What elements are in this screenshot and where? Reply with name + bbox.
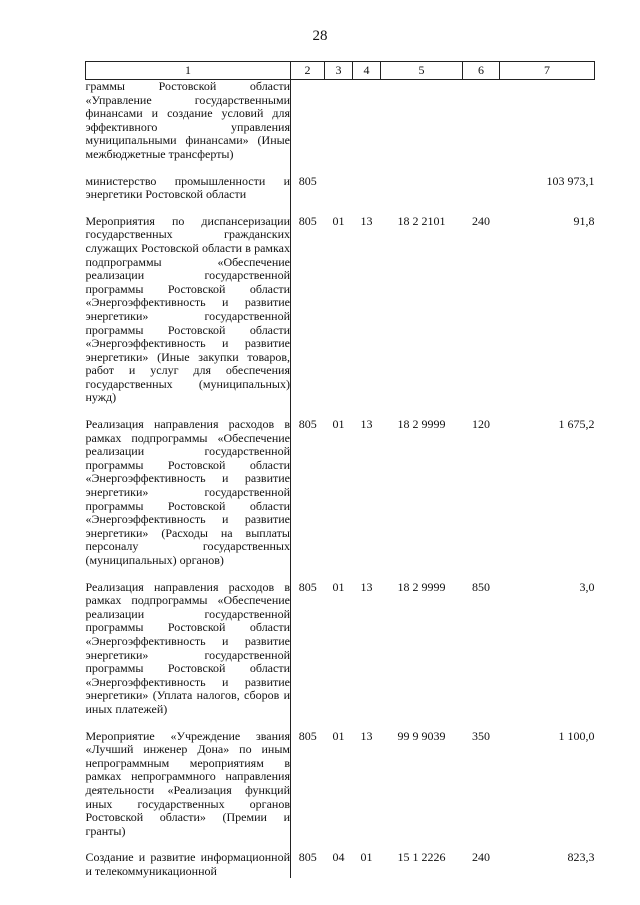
row-subsection: 01 bbox=[360, 850, 373, 865]
row-code bbox=[291, 80, 325, 162]
row-target bbox=[381, 80, 463, 162]
table-row bbox=[86, 851, 595, 878]
row-section bbox=[325, 175, 353, 202]
header-col-1: 1 bbox=[86, 62, 291, 80]
row-name: Реализация направления расходов в рамках подпрограммы «Обеспечение реализации государственной программы Ростовской области «Энергоэффективность и развитие энергетики» государственной программы Ростовской области «Энергоэффективность и развитие энергетики» (Расходы на выплаты персоналу государственных (муниципальных) органов) bbox=[85, 417, 290, 567]
table-row bbox=[86, 418, 595, 568]
table-row bbox=[86, 215, 595, 405]
row-name: Создание и развитие информационной и телекоммуникационной bbox=[85, 850, 290, 878]
row-code: 805 bbox=[298, 417, 317, 432]
row-type: 240 bbox=[472, 213, 490, 228]
row-name: Реализация направления расходов в рамках подпрограммы «Обеспечение реализации государственной программы Ростовской области «Энергоэффективность и развитие энергетики» государственной программы Ростовской области «Энергоэффективность и развитие энергетики» (Уплата налогов, сборов и иных платежей) bbox=[85, 579, 290, 716]
row-target bbox=[381, 175, 463, 202]
row-type: 850 bbox=[472, 579, 490, 594]
header-col-4: 4 bbox=[353, 62, 381, 80]
row-type: 350 bbox=[472, 728, 490, 743]
row-name: министерство промышленности и энергетики Ростовской области bbox=[85, 173, 290, 202]
row-name: Мероприятие «Учреждение звания «Лучший инженер Дона» по иным непрограммным мероприятиям в рамках непрограммного направления деятельности «Реализация функций иных государственных органов Ростовской области» (Премии и гранты) bbox=[85, 728, 290, 838]
row-section: 01 bbox=[332, 579, 345, 594]
row-subsection bbox=[353, 80, 381, 162]
row-amount: 1 675,2 bbox=[558, 417, 595, 432]
row-section: 01 bbox=[332, 213, 345, 228]
table-row bbox=[86, 175, 595, 202]
header-row bbox=[86, 62, 595, 80]
header-col-7: 7 bbox=[500, 62, 595, 80]
row-target: 18 2 2101 bbox=[397, 213, 446, 228]
table-row bbox=[86, 80, 595, 162]
row-subsection: 13 bbox=[360, 579, 373, 594]
header-col-2: 2 bbox=[291, 62, 325, 80]
page-number: 28 bbox=[312, 28, 328, 44]
row-subsection bbox=[353, 175, 381, 202]
row-section: 01 bbox=[332, 417, 345, 432]
row-subsection: 13 bbox=[360, 213, 373, 228]
row-section: 01 bbox=[332, 728, 345, 743]
header-col-3: 3 bbox=[325, 62, 353, 80]
row-section: 04 bbox=[332, 850, 345, 865]
row-subsection: 13 bbox=[360, 728, 373, 743]
row-amount: 103 973,1 bbox=[546, 173, 595, 188]
row-code: 805 bbox=[298, 850, 317, 865]
row-amount: 91,8 bbox=[573, 213, 595, 228]
row-target: 18 2 9999 bbox=[397, 417, 446, 432]
row-gap bbox=[86, 162, 595, 175]
row-target: 15 1 2226 bbox=[397, 850, 446, 865]
row-subsection: 13 bbox=[360, 417, 373, 432]
row-gap bbox=[86, 568, 595, 581]
row-code: 805 bbox=[298, 213, 317, 228]
table-row bbox=[86, 581, 595, 717]
header-col-5: 5 bbox=[381, 62, 463, 80]
row-type bbox=[463, 175, 500, 202]
row-amount bbox=[500, 80, 595, 162]
table-row bbox=[86, 730, 595, 839]
row-code: 805 bbox=[298, 728, 317, 743]
header-col-6: 6 bbox=[463, 62, 500, 80]
row-name: граммы Ростовской области «Управление государственными финансами и создание условий для эффективного управления муниципальными финансами» (Иные межбюджетные трансферты) bbox=[85, 79, 290, 161]
row-type bbox=[463, 80, 500, 162]
row-gap bbox=[86, 717, 595, 730]
budget-table bbox=[85, 61, 595, 878]
row-target: 18 2 9999 bbox=[397, 579, 446, 594]
row-code: 805 bbox=[298, 579, 317, 594]
row-section bbox=[325, 80, 353, 162]
row-type: 120 bbox=[472, 417, 490, 432]
row-amount: 823,3 bbox=[567, 850, 595, 865]
row-name: Мероприятия по диспансеризации государственных гражданских служащих Ростовской области в рамках подпрограммы «Обеспечение реализации государственной программы Ростовской области «Энергоэффективность и развитие энергетики» государственной программы Ростовской области «Энергоэффективность и развитие энергетики» (Иные закупки товаров, работ и услуг для обеспечения государственных (муниципальных) нужд) bbox=[85, 213, 290, 405]
row-target: 99 9 9039 bbox=[397, 728, 446, 743]
row-code: 805 bbox=[298, 173, 317, 188]
row-amount: 3,0 bbox=[579, 579, 595, 594]
row-amount: 1 100,0 bbox=[558, 728, 595, 743]
row-gap bbox=[86, 202, 595, 215]
row-type: 240 bbox=[472, 850, 490, 865]
